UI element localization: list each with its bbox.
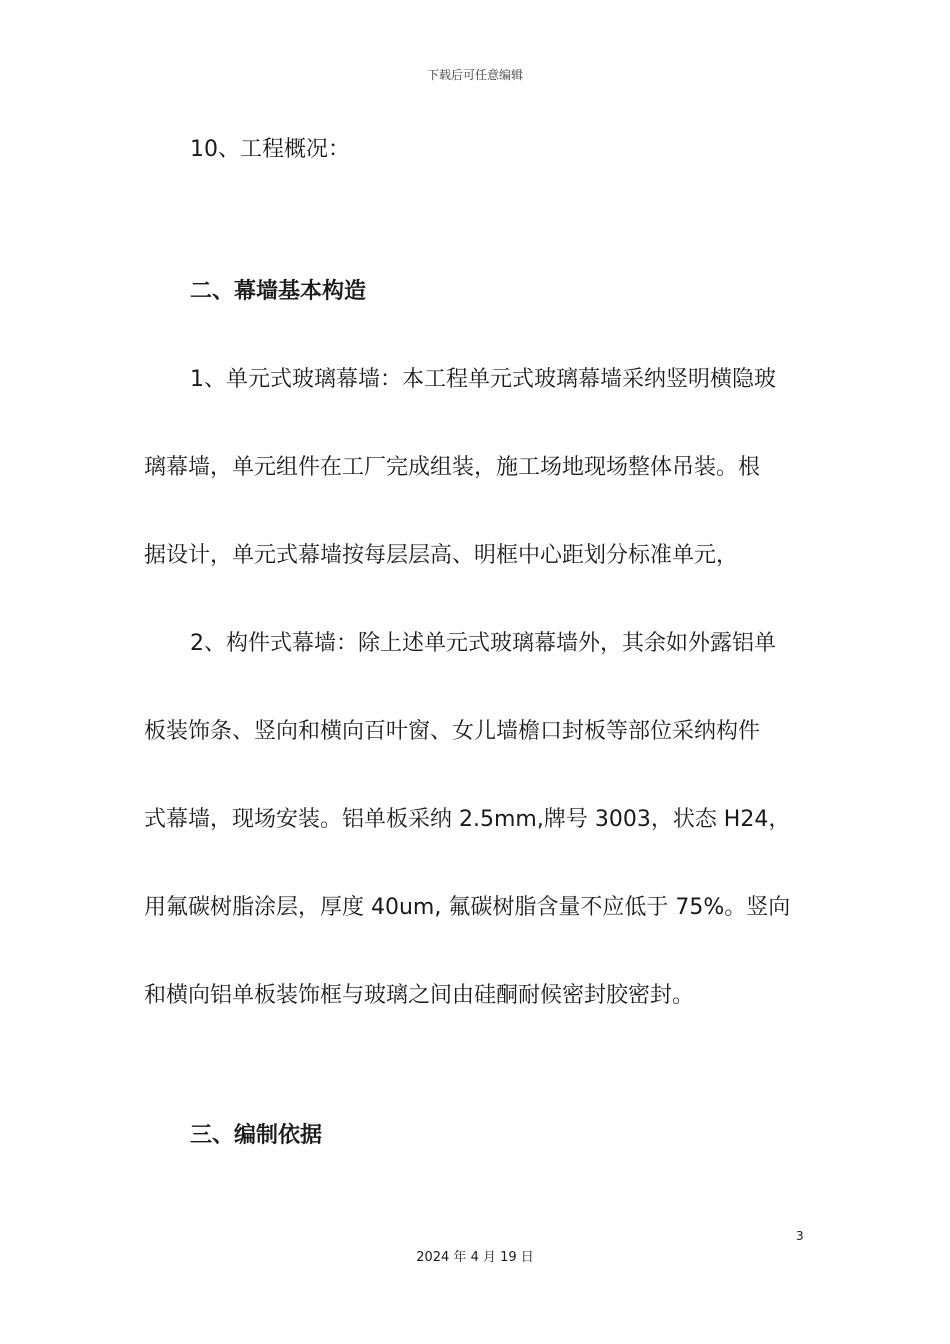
paragraph-line: 式幕墙，现场安装。铝单板采纳 2.5mm,牌号 3003，状态 H24， bbox=[144, 807, 791, 832]
paragraph-line: 据设计，单元式幕墙按每层层高、明框中心距划分标准单元， bbox=[144, 543, 739, 568]
paragraph-line: 板装饰条、竖向和横向百叶窗、女儿墙檐口封板等部位采纳构件 bbox=[144, 719, 761, 744]
header-note: 下载后可任意编辑 bbox=[426, 68, 523, 82]
paragraph-line: 用氟碳树脂涂层，厚度 40um, 氟碳树脂含量不应低于 75%。竖向 bbox=[144, 895, 791, 920]
paragraph-line: 和横向铝单板装饰框与玻璃之间由硅酮耐候密封胶密封。 bbox=[144, 983, 695, 1008]
item-10-project-overview: 10、工程概况： bbox=[190, 137, 350, 162]
section-2-heading: 二、幕墙基本构造 bbox=[190, 279, 367, 304]
section-3-heading: 三、编制依据 bbox=[190, 1123, 323, 1148]
paragraph-stick-curtain-wall bbox=[144, 622, 806, 1018]
paragraph-line: 1、单元式玻璃幕墙：本工程单元式玻璃幕墙采纳竖明横隐玻 bbox=[190, 367, 776, 392]
document-body bbox=[144, 128, 806, 1158]
page-number: 3 bbox=[796, 1229, 804, 1243]
footer-date: 2024 年 4 月 19 日 bbox=[416, 1250, 534, 1265]
paragraph-unitized-curtain-wall bbox=[144, 358, 806, 578]
paragraph-line: 璃幕墙，单元组件在工厂完成组装，施工场地现场整体吊装。根 bbox=[144, 455, 761, 480]
paragraph-line: 2、构件式幕墙：除上述单元式玻璃幕墙外，其余如外露铝单 bbox=[190, 631, 776, 656]
